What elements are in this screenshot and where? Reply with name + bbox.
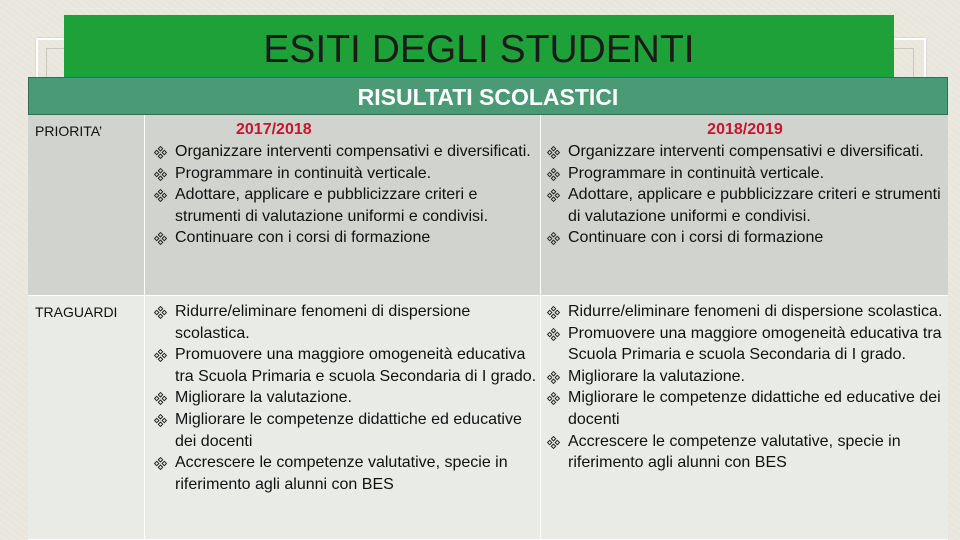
table-header-title: RISULTATI SCOLASTICI [357, 83, 619, 110]
four-diamond-bullet-icon [154, 232, 167, 245]
four-diamond-bullet-icon [547, 146, 560, 159]
bullet-list [545, 301, 945, 474]
list-item-text: Promuovere una maggiore omogeneità educativa tra Scuola Primaria e scuola Secondaria di I grado. [568, 324, 942, 364]
four-diamond-bullet-icon [547, 436, 560, 449]
list-item [545, 366, 945, 388]
slide-title: ESITI DEGLI STUDENTI [263, 28, 695, 71]
four-diamond-bullet-icon [547, 328, 560, 341]
list-item [152, 409, 538, 452]
column-divider [540, 115, 541, 540]
cell-priorita-2017 [152, 119, 538, 249]
table-row-traguardi [28, 296, 948, 540]
column-divider [144, 115, 145, 540]
list-item [152, 141, 538, 163]
four-diamond-bullet-icon [154, 168, 167, 181]
bullet-list [545, 141, 945, 249]
list-item-text: Organizzare interventi compensativi e diversificati. [568, 143, 924, 160]
four-diamond-bullet-icon [154, 189, 167, 202]
list-item-text: Ridurre/eliminare fenomeni di dispersione scolastica. [568, 303, 943, 320]
bullet-list [152, 301, 538, 495]
list-item [152, 344, 538, 387]
results-table [28, 77, 948, 540]
list-item-text: Accrescere le competenze valutative, specie in riferimento agli alunni con BES [568, 432, 901, 472]
four-diamond-bullet-icon [154, 414, 167, 427]
list-item [545, 163, 945, 185]
list-item [152, 184, 538, 227]
list-item-text: Promuovere una maggiore omogeneità educativa tra Scuola Primaria e scuola Secondaria di I grado. [175, 346, 537, 385]
year-heading: 2018/2019 [707, 121, 783, 138]
list-item-text: Migliorare le competenze didattiche ed educative dei docenti [175, 410, 522, 450]
four-diamond-bullet-icon [547, 232, 560, 245]
list-item [152, 452, 538, 495]
bullet-list [152, 141, 538, 249]
title-banner [64, 15, 894, 79]
list-item-text: Migliorare le competenze didattiche ed educative dei docenti [568, 389, 941, 428]
four-diamond-bullet-icon [547, 168, 560, 181]
list-item [152, 163, 538, 185]
list-item-text: Accrescere le competenze valutative, specie in riferimento agli alunni con BES [175, 454, 508, 493]
list-item [152, 387, 538, 409]
list-item [545, 227, 945, 249]
year-heading: 2017/2018 [236, 121, 312, 138]
row-label: PRIORITA’ [35, 123, 103, 139]
list-item-text: Continuare con i corsi di formazione [568, 229, 824, 247]
list-item-text: Ridurre/eliminare fenomeni di dispersione scolastica. [175, 303, 471, 342]
cell-traguardi-2017 [152, 301, 538, 495]
four-diamond-bullet-icon [547, 371, 560, 384]
list-item-text: Continuare con i corsi di formazione [175, 229, 431, 247]
four-diamond-bullet-icon [154, 146, 167, 159]
list-item [545, 301, 945, 323]
list-item-text: Programmare in continuità verticale. [175, 164, 432, 182]
cell-priorita-2018 [545, 119, 945, 249]
list-item [545, 431, 945, 474]
list-item [545, 323, 945, 366]
list-item [545, 387, 945, 430]
list-item-text: Organizzare interventi compensativi e diversificati. [175, 143, 531, 160]
cell-traguardi-2018 [545, 301, 945, 474]
four-diamond-bullet-icon [154, 392, 167, 405]
list-item-text: Migliorare la valutazione. [175, 389, 352, 407]
list-item-text: Adottare, applicare e pubblicizzare criteri e strumenti di valutazione uniformi e condivisi. [175, 186, 489, 225]
list-item [152, 227, 538, 249]
four-diamond-bullet-icon [154, 306, 167, 319]
list-item-text: Adottare, applicare e pubblicizzare criteri e strumenti di valutazione uniformi e condivisi. [568, 186, 941, 225]
table-row-priorita [28, 115, 948, 296]
four-diamond-bullet-icon [547, 189, 560, 202]
list-item [152, 301, 538, 344]
list-item [545, 184, 945, 227]
four-diamond-bullet-icon [154, 457, 167, 470]
list-item [545, 141, 945, 163]
four-diamond-bullet-icon [154, 349, 167, 362]
list-item-text: Programmare in continuità verticale. [568, 164, 825, 182]
table-header [28, 77, 948, 115]
four-diamond-bullet-icon [547, 392, 560, 405]
list-item-text: Migliorare la valutazione. [568, 367, 745, 385]
four-diamond-bullet-icon [547, 306, 560, 319]
row-label: TRAGUARDI [35, 304, 118, 320]
